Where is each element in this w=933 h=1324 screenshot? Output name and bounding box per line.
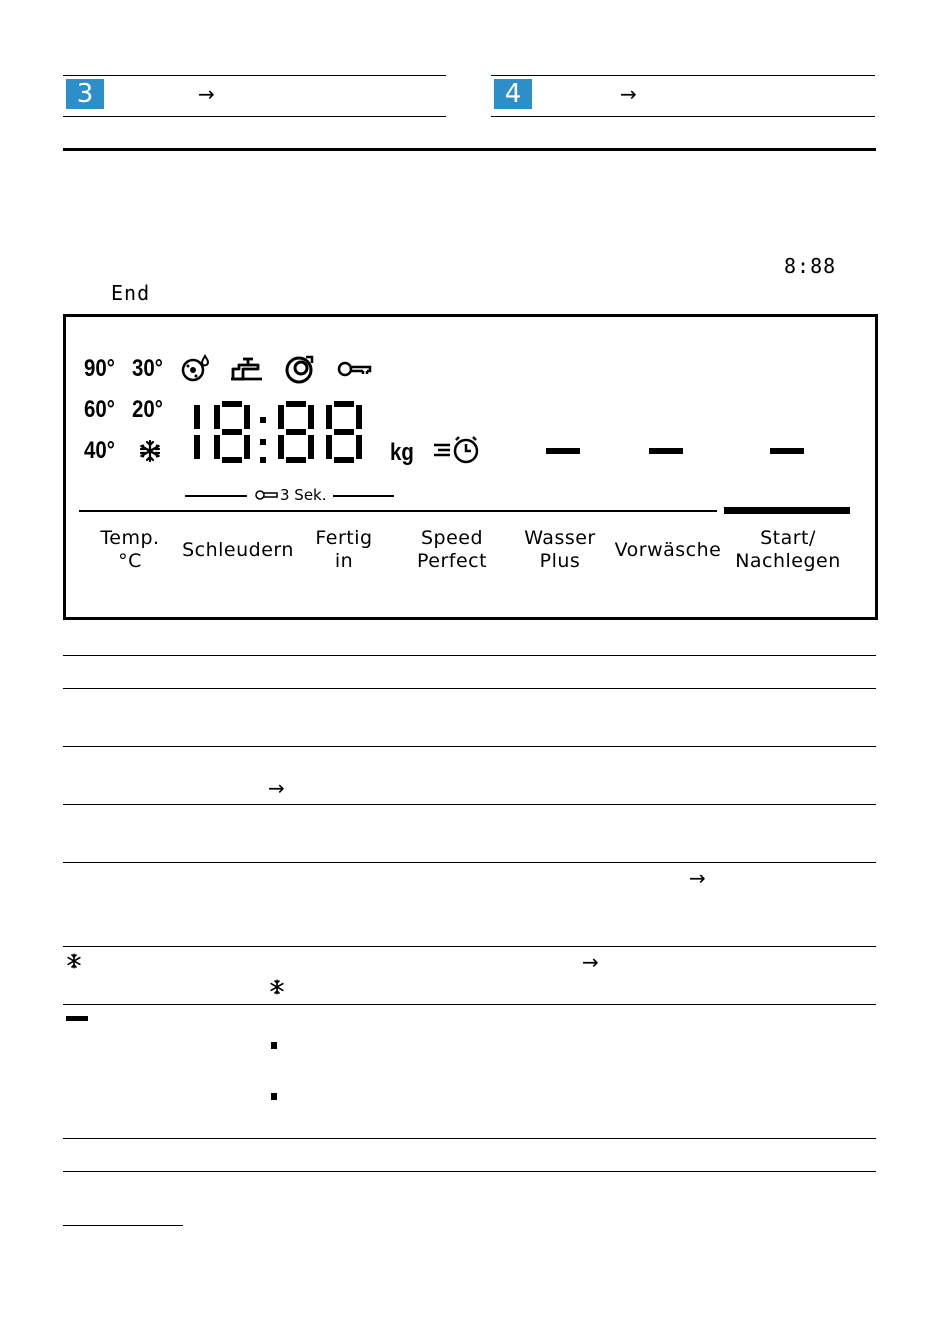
time-readout: 8:88 <box>784 254 837 278</box>
step4-arrow: → <box>620 82 637 106</box>
end-readout: End <box>111 281 151 305</box>
key-small-icon <box>255 489 279 501</box>
kg-label: kg <box>390 439 414 466</box>
table-rule-6 <box>63 946 876 947</box>
button-start-nachlegen[interactable]: Start/ Nachlegen <box>735 527 841 572</box>
table-arrow-2: → <box>689 866 706 890</box>
lock-hint-text: 3 Sek. <box>280 486 327 504</box>
temp-40: 40° <box>84 437 115 464</box>
bullet-1 <box>271 1042 277 1049</box>
drum-clean-icon <box>180 353 212 385</box>
step3-arrow: → <box>198 82 215 106</box>
button-divider-line <box>79 510 717 512</box>
main-time-display <box>194 401 366 463</box>
button-temp[interactable]: Temp. °C <box>100 527 160 572</box>
dash-row-icon <box>66 1016 88 1021</box>
table-rule-3 <box>63 746 876 747</box>
start-indicator <box>770 448 804 454</box>
vorwaesche-indicator <box>649 448 683 454</box>
control-panel-figure <box>63 314 878 620</box>
section-divider <box>63 148 876 151</box>
table-rule-4 <box>63 804 876 805</box>
button-fertig-in[interactable]: Fertig in <box>315 527 373 572</box>
step3-bottom-rule <box>63 116 446 117</box>
button-schleudern[interactable]: Schleudern <box>182 539 294 561</box>
table-rule-1 <box>63 655 876 656</box>
button-speed-perfect[interactable]: Speed Perfect <box>416 527 488 572</box>
table-rule-2 <box>63 688 876 689</box>
tap-icon <box>230 355 264 383</box>
wasser-plus-indicator <box>546 448 580 454</box>
lock-hint-line-right <box>333 495 394 497</box>
table-rule-7 <box>63 1004 876 1005</box>
table-arrow-3: → <box>582 950 599 974</box>
speed-clock-icon <box>432 433 486 465</box>
table-rule-5 <box>63 862 876 863</box>
temp-60: 60° <box>84 396 115 423</box>
lock-hint-line-left <box>185 495 247 497</box>
table-arrow-1: → <box>268 776 285 800</box>
snowflake-icon <box>138 439 162 463</box>
table-rule-9 <box>63 1171 876 1172</box>
bullet-2 <box>271 1093 277 1100</box>
button-wasser-plus[interactable]: Wasser Plus <box>524 527 596 572</box>
step-number-4: 4 <box>494 79 532 109</box>
footnote-rule <box>63 1225 183 1226</box>
temp-30: 30° <box>132 355 163 382</box>
snowflake-row-icon <box>66 953 82 969</box>
step4-top-rule <box>491 75 875 76</box>
start-button-bar <box>724 507 850 514</box>
step-number-3: 3 <box>66 79 104 109</box>
step4-bottom-rule <box>491 116 875 117</box>
step3-top-rule <box>63 75 446 76</box>
key-icon <box>337 359 373 379</box>
temp-20: 20° <box>132 396 163 423</box>
temp-90: 90° <box>84 355 115 382</box>
snowflake-inline-icon <box>269 979 285 995</box>
button-vorwaesche[interactable]: Vorwäsche <box>614 539 722 561</box>
table-rule-8 <box>63 1138 876 1139</box>
stain-icon <box>284 353 316 385</box>
